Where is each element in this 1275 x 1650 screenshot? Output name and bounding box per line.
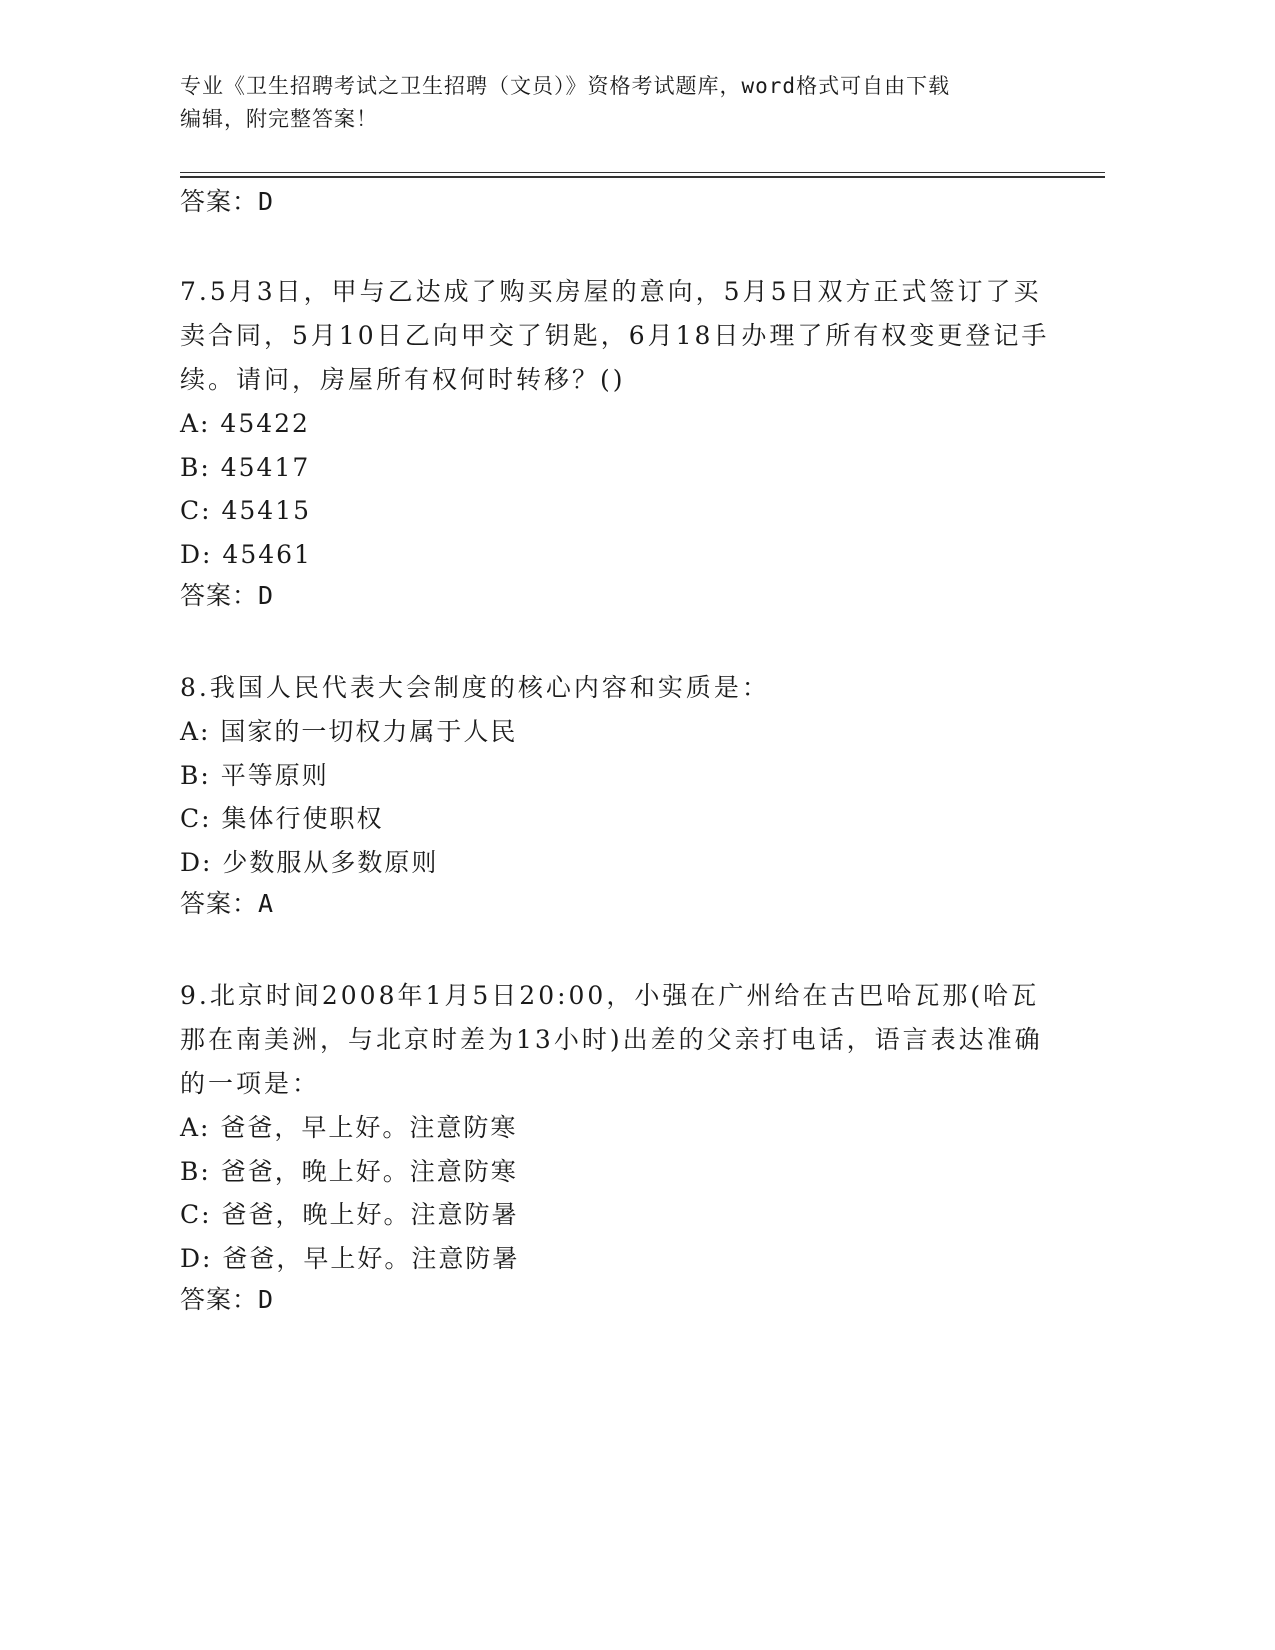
option-c: C: 集体行使职权: [180, 804, 384, 833]
option-a: A: 爸爸，早上好。注意防寒: [180, 1113, 518, 1142]
question-answer: 答案：D: [180, 581, 275, 610]
question-9: [180, 974, 1060, 1320]
header-rule-thick: [180, 176, 1105, 178]
question-stem: 9.北京时间2008年1月5日20:00，小强在广州给在古巴哈瓦那(哈瓦那在南美洲，与北京时差为13小时)出差的父亲打电话，语言表达准确的一项是：: [180, 981, 1043, 1098]
option-c: C: 45415: [180, 496, 312, 525]
spacer: [180, 924, 1060, 974]
spacer: [180, 616, 1060, 666]
option-d: D: 少数服从多数原则: [180, 847, 439, 877]
question-stem: 7.5月3日，甲与乙达成了购买房屋的意向，5月5日双方正式签订了买卖合同，5月10日乙向甲交了钥匙，6月18日办理了所有权变更登记手续。请问，房屋所有权何时转移？(): [180, 277, 1050, 394]
spacer: [180, 222, 1060, 270]
option-b: B: 平等原则: [180, 760, 329, 790]
option-d: D: 爸爸，早上好。注意防暑: [180, 1243, 520, 1273]
option-b: B: 爸爸，晚上好。注意防寒: [180, 1156, 518, 1186]
option-a: A: 45422: [180, 409, 310, 438]
question-answer: 答案：A: [180, 889, 275, 918]
option-d: D: 45461: [180, 539, 312, 569]
header-line-2: 编辑，附完整答案！: [180, 107, 378, 131]
option-a: A: 国家的一切权力属于人民: [180, 717, 518, 746]
header-line-1: 专业《卫生招聘考试之卫生招聘（文员）》资格考试题库，word格式可自由下载: [180, 74, 951, 98]
option-c: C: 爸爸，晚上好。注意防暑: [180, 1200, 519, 1229]
question-answer: 答案：D: [180, 1285, 275, 1314]
previous-answer: 答案：D: [180, 187, 275, 216]
question-8: [180, 666, 1060, 924]
question-stem: 8.我国人民代表大会制度的核心内容和实质是：: [180, 673, 770, 702]
document-header: [180, 70, 1040, 136]
question-7: [180, 270, 1060, 616]
document-body: [180, 182, 1060, 1320]
option-b: B: 45417: [180, 452, 311, 482]
header-rule-thin: [180, 172, 1105, 173]
